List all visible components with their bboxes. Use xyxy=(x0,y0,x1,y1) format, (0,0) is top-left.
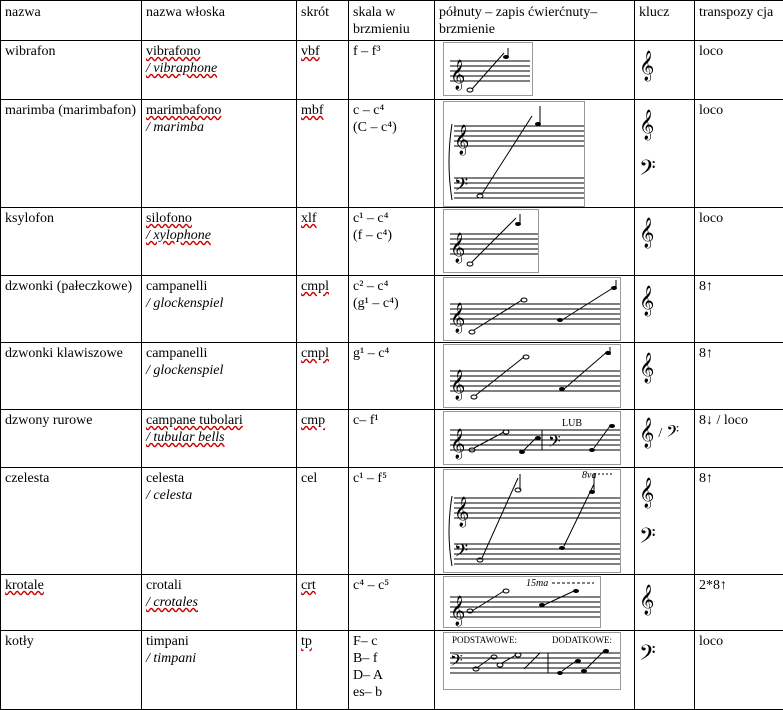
notation-cell xyxy=(435,208,635,276)
treble-clef-icon: 𝄞 xyxy=(639,288,690,314)
range: F– c B– f D– A es– b xyxy=(349,631,435,710)
transposition: 8↑ xyxy=(695,343,783,410)
italian-name: vibrafono / vibraphone xyxy=(142,41,297,100)
additional-label: DODATKOWE: xyxy=(552,635,612,645)
notation-cell xyxy=(435,631,635,710)
instrument-name: ksylofon xyxy=(1,208,142,276)
instrument-name: wibrafon xyxy=(1,41,142,100)
clef-cell xyxy=(635,343,695,410)
notation-cell xyxy=(435,100,635,208)
instrument-name: kotły xyxy=(1,631,142,710)
range: f – f³ xyxy=(349,41,435,100)
italian-name: campanelli / glockenspiel xyxy=(142,276,297,343)
clef-cell xyxy=(635,276,695,343)
bass-clef-icon: 𝄢 xyxy=(639,643,690,669)
treble-clef-icon: 𝄞 xyxy=(639,420,654,446)
italian-name: campane tubolari / tubular bells xyxy=(142,410,297,468)
instrument-name: dzwony rurowe xyxy=(1,410,142,468)
svg-text:𝄞: 𝄞 xyxy=(450,369,465,401)
range: c– f¹ xyxy=(349,410,435,468)
notation-image xyxy=(443,632,621,690)
treble-clef-icon: 𝄞 xyxy=(639,220,690,246)
abbreviation: cmpl xyxy=(297,276,349,343)
italian-name: crotali / crotales xyxy=(142,575,297,631)
header-row xyxy=(1,1,783,41)
table-row xyxy=(1,41,783,100)
svg-text:𝄞: 𝄞 xyxy=(454,124,469,156)
header-notation: półnuty – zapis ćwierćnuty–brzmienie xyxy=(435,1,635,41)
header-name: nazwa xyxy=(1,1,142,41)
abbreviation: tp xyxy=(297,631,349,710)
notation-image xyxy=(443,576,601,628)
svg-text:𝄞: 𝄞 xyxy=(450,302,465,334)
svg-text:𝄢: 𝄢 xyxy=(548,431,561,455)
treble-clef-icon: 𝄞 xyxy=(639,355,690,381)
header-clef: klucz xyxy=(635,1,695,41)
notation-image xyxy=(443,344,621,408)
table-row xyxy=(1,276,783,343)
svg-text:𝄞: 𝄞 xyxy=(450,59,465,91)
notation-cell xyxy=(435,575,635,631)
italian-name: marimbafono / marimba xyxy=(142,100,297,208)
table-row xyxy=(1,100,783,208)
svg-text:𝄢: 𝄢 xyxy=(454,541,468,566)
italian-name: silofono / xylophone xyxy=(142,208,297,276)
transposition: loco xyxy=(695,208,783,276)
notation-cell xyxy=(435,276,635,343)
bass-clef-icon: 𝄢 xyxy=(666,420,679,446)
range: c¹ – c⁴ (f – c⁴) xyxy=(349,208,435,276)
notation-image xyxy=(443,209,539,273)
clef-cell xyxy=(635,41,695,100)
header-range: skala w brzmieniu xyxy=(349,1,435,41)
treble-clef-icon: 𝄞 xyxy=(639,53,690,79)
table-row xyxy=(1,410,783,468)
clef-cell xyxy=(635,631,695,710)
transposition: 2*8↑ xyxy=(695,575,783,631)
abbreviation: vbf xyxy=(297,41,349,100)
svg-text:𝄞: 𝄞 xyxy=(450,595,465,627)
instrument-name: czelesta xyxy=(1,468,142,575)
svg-text:𝄞: 𝄞 xyxy=(454,496,469,528)
notation-image xyxy=(443,101,585,207)
clef-cell xyxy=(635,410,695,468)
abbreviation: xlf xyxy=(297,208,349,276)
transposition: 8↑ xyxy=(695,468,783,575)
range: c⁴ – c⁵ xyxy=(349,575,435,631)
range: c¹ – f⁵ xyxy=(349,468,435,575)
octave-8-label: 8va xyxy=(582,470,596,481)
treble-clef-icon: 𝄞 xyxy=(639,112,690,138)
header-transposition: transpozy cja xyxy=(695,1,783,41)
abbreviation: cmpl xyxy=(297,343,349,410)
table-row xyxy=(1,208,783,276)
abbreviation: cel xyxy=(297,468,349,575)
clef-separator: / xyxy=(658,425,662,442)
clef-cell xyxy=(635,208,695,276)
svg-text:𝄞: 𝄞 xyxy=(450,428,465,460)
italian-name: celesta / celesta xyxy=(142,468,297,575)
abbreviation: mbf xyxy=(297,100,349,208)
instrument-name: dzwonki klawiszowe xyxy=(1,343,142,410)
clef-cell xyxy=(635,575,695,631)
svg-text:𝄢: 𝄢 xyxy=(450,650,463,674)
table-row xyxy=(1,343,783,410)
transposition: loco xyxy=(695,41,783,100)
transposition: loco xyxy=(695,100,783,208)
notation-cell xyxy=(435,41,635,100)
notation-cell xyxy=(435,468,635,575)
notation-image xyxy=(443,469,621,573)
instrument-name: krotale xyxy=(1,575,142,631)
treble-clef-icon: 𝄞 xyxy=(639,587,690,613)
transposition: 8↓ / loco xyxy=(695,410,783,468)
bass-clef-icon: 𝄢 xyxy=(639,526,690,552)
instrument-name: marimba (marimbafon) xyxy=(1,100,142,208)
italian-name: timpani / timpani xyxy=(142,631,297,710)
notation-image xyxy=(443,42,533,96)
notation-cell xyxy=(435,343,635,410)
notation-cell xyxy=(435,410,635,468)
treble-clef-icon: 𝄞 xyxy=(639,480,690,506)
bass-clef-icon: 𝄢 xyxy=(639,158,690,184)
table-row xyxy=(1,575,783,631)
abbreviation: crt xyxy=(297,575,349,631)
clef-cell xyxy=(635,100,695,208)
italian-name: campanelli / glockenspiel xyxy=(142,343,297,410)
svg-text:𝄢: 𝄢 xyxy=(454,175,468,200)
range: g¹ – c⁴ xyxy=(349,343,435,410)
transposition: loco xyxy=(695,631,783,710)
octave-15-label: 15ma xyxy=(526,578,548,589)
table-row xyxy=(1,631,783,710)
instrument-name: dzwonki (pałeczkowe) xyxy=(1,276,142,343)
range: c – c⁴ (C – c⁴) xyxy=(349,100,435,208)
clef-cell xyxy=(635,468,695,575)
range: c² – c⁴ (g¹ – c⁴) xyxy=(349,276,435,343)
basic-label: PODSTAWOWE: xyxy=(452,635,517,645)
table-row xyxy=(1,468,783,575)
notation-image xyxy=(443,411,621,465)
lub-label: LUB xyxy=(562,418,582,429)
svg-text:𝄞: 𝄞 xyxy=(450,232,465,264)
abbreviation: cmp xyxy=(297,410,349,468)
header-italian: nazwa włoska xyxy=(142,1,297,41)
header-abbr: skrót xyxy=(297,1,349,41)
transposition: 8↑ xyxy=(695,276,783,343)
notation-image xyxy=(443,277,621,341)
